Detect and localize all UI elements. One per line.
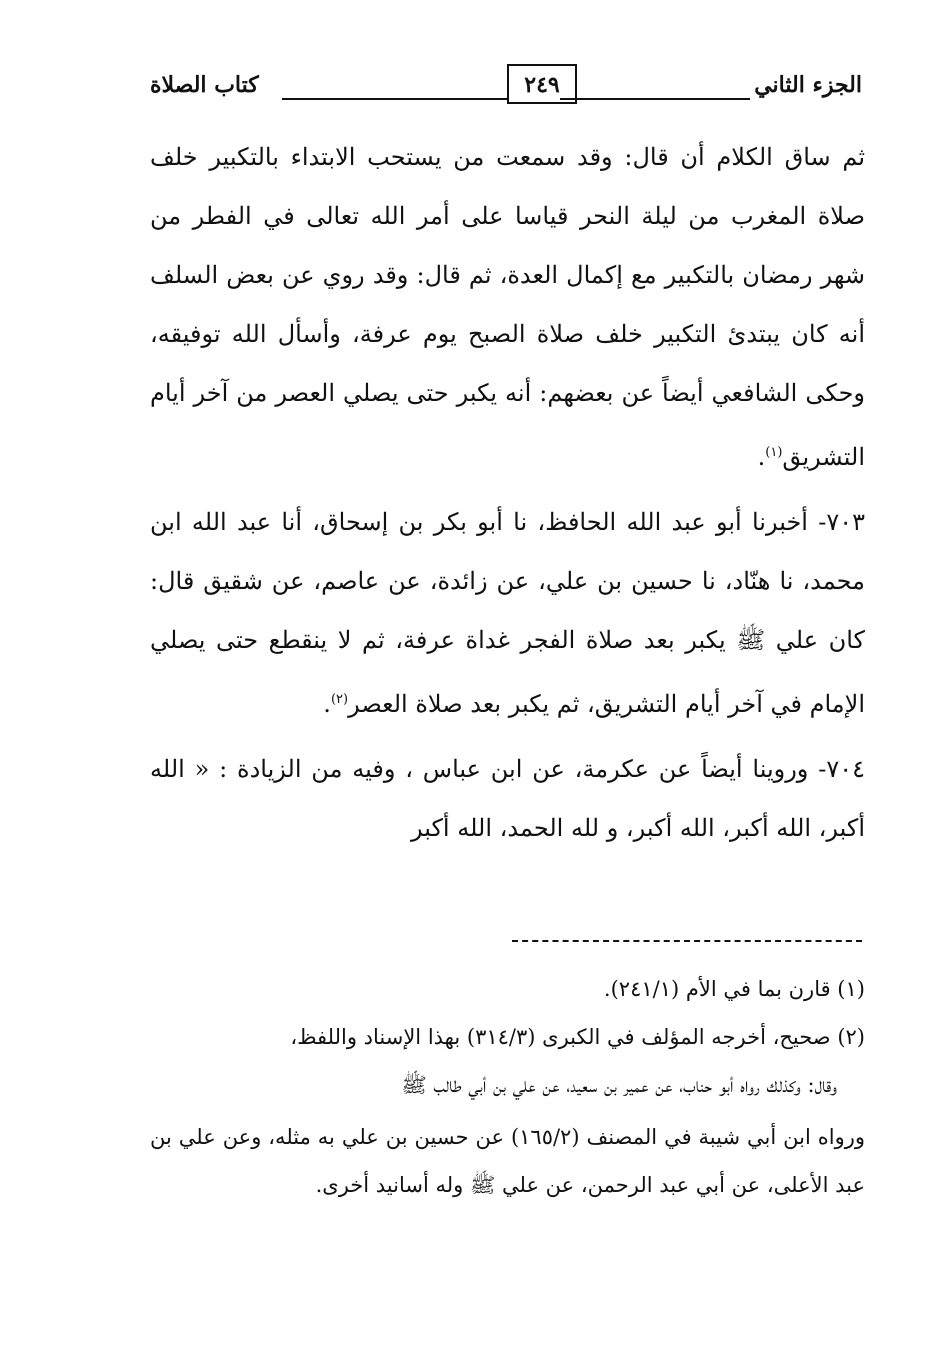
page-number: ٢٤٩ xyxy=(507,64,577,102)
paragraph-703-text: ٧٠٣- أخبرنا أبو عبد الله الحافظ، نا أبو بكر بن إسحاق، أنا عبد الله ابن محمد، نا هنّاد، نا حسين بن علي، عن زائدة، عن عاصم، عن شقيق قال: كان علي ﷺ يكبر بعد صلاة الفجر غداة عرفة، ثم لا ينقطع حتى يصلي الإمام في آخر أيام التشريق، ثم يكبر بعد صلاة العصر xyxy=(150,508,866,718)
main-text xyxy=(150,128,865,858)
page-header xyxy=(150,62,870,112)
header-rule-right xyxy=(560,98,750,100)
footnote-2-extra: ورواه ابن أبي شيبة في المصنف (١٦٥/٢) عن حسين بن علي به مثله، وعن علي بن عبد الأعلى، عن أبي عبد الرحمن، عن علي ﷺ وله أسانيد أخرى. xyxy=(150,1125,865,1197)
paragraph-704 xyxy=(150,740,865,858)
paragraph-703-end: . xyxy=(323,690,331,718)
footnote-2-cont: وقال: وكذلك رواه أبو حناب، عن عمير بن سعيد، عن علي بن أبي طالب ﷺ xyxy=(401,1073,837,1097)
header-rule-left xyxy=(282,98,507,100)
paragraph-703 xyxy=(150,493,865,734)
paragraph-1-text: ثم ساق الكلام أن قال: وقد سمعت من يستحب الابتداء بالتكبير خلف صلاة المغرب من ليلة النحر قياسا على أمر الله تعالى في الفطر من شهر رمضان بالتكبير مع إكمال العدة، ثم قال: وقد روي عن بعض السلف أنه كان يبتدئ التكبير خلف صلاة الصبح يوم عرفة، وأسأل الله توفيقه، وحكى الشافعي أيضاً عن بعضهم: أنه يكبر حتى يصلي العصر من آخر أيام التشريق xyxy=(150,143,865,471)
footnote-1: (١) قارن بما في الأم (٢٤١/١). xyxy=(603,977,865,1001)
footnote-separator xyxy=(512,940,862,942)
footnote-ref-2: (٢) xyxy=(330,692,349,707)
paragraph-704-text: ٧٠٤- وروينا أيضاً عن عكرمة، عن ابن عباس ، وفيه من الزيادة : « الله أكبر، الله أكبر، الله أكبر، و لله الحمد، الله أكبر xyxy=(150,755,865,842)
paragraph-1-end: . xyxy=(757,443,766,471)
footnote-2: (٢) صحيح، أخرجه المؤلف في الكبرى (٣١٤/٣) بهذا الإسناد واللفظ، xyxy=(290,1025,865,1049)
footnotes xyxy=(150,965,865,1209)
volume-label: الجزء الثاني xyxy=(754,72,862,98)
paragraph-1 xyxy=(150,128,865,487)
footnote-ref-1: (١) xyxy=(765,445,783,460)
book-title: كتاب الصلاة xyxy=(150,72,259,98)
